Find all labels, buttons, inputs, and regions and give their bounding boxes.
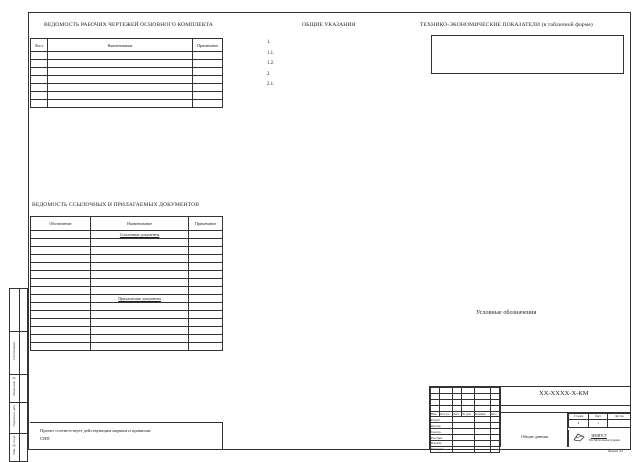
table-row	[31, 255, 223, 263]
side-strip	[9, 288, 28, 455]
table-row	[31, 311, 223, 319]
title-block	[429, 386, 631, 450]
stamp-format: Формат А3	[608, 449, 624, 453]
stamp-col-sheet: Лист	[452, 411, 461, 417]
table-row	[31, 279, 223, 287]
sheet-list-title: ВЕДОМОСТЬ РАБОЧИХ ЧЕРТЕЖЕЙ ОСНОВНОГО КОМПЛЕКТА	[44, 22, 214, 28]
table-row	[31, 231, 223, 239]
stamp-col-qty: Кол.уч.	[440, 411, 453, 417]
legend-title: Условные обозначения	[476, 310, 537, 316]
stamp-col-rev: Изм.	[431, 411, 440, 417]
stamp-stage-value: Р	[569, 419, 589, 427]
stamp-role: Т.контр.	[431, 429, 453, 435]
table-row	[31, 100, 223, 108]
ref-docs-table	[30, 216, 223, 351]
table-row	[31, 335, 223, 343]
stamp-org-sub: Все Металлоконструкции	[589, 439, 620, 442]
table-row	[31, 263, 223, 271]
stamp-org-box	[568, 430, 631, 447]
stamp-role: Разраб.	[431, 417, 453, 423]
stamp-sheet-value: 1	[588, 419, 608, 427]
note-item: 1.	[267, 40, 271, 45]
stamp-sheets-head: Листов	[608, 414, 631, 420]
stamp-stage-head: Стадия	[569, 414, 589, 420]
tech-econ-box	[431, 35, 624, 74]
table-row	[31, 68, 223, 76]
table-row	[31, 76, 223, 84]
ref-docs-title: ВЕДОМОСТЬ ССЫЛОЧНЫХ И ПРИЛАГАЕМЫХ ДОКУМЕНТОВ	[32, 202, 200, 208]
general-notes-title: ОБЩИЕ УКАЗАНИЯ	[302, 22, 356, 28]
ref-docs-header-name: Наименование	[90, 217, 189, 231]
compliance-box	[30, 422, 223, 449]
table-row	[31, 303, 223, 311]
table-row	[31, 327, 223, 335]
sheet-list-header-name: Наименование	[47, 39, 192, 52]
stamp-col-sign: Подпись	[474, 411, 490, 417]
stamp-sheet-head: Лист	[588, 414, 608, 420]
side-label-signature-date: Подпись и дата	[12, 404, 17, 427]
stamp-role: Рук.бриг.	[431, 435, 453, 441]
table-row	[31, 319, 223, 327]
table-row	[31, 92, 223, 100]
stamp-org-name: ЗЕНИТСТ	[591, 434, 607, 438]
stamp-role: Н.контр.	[431, 441, 453, 447]
table-row	[31, 247, 223, 255]
ref-docs-header-designation: Обозначение	[31, 217, 91, 231]
section-attached: Прилагаемые документы	[90, 295, 189, 303]
stamp-role: Утвердил	[431, 446, 453, 452]
general-notes-list	[267, 40, 274, 93]
table-row	[31, 84, 223, 92]
note-item: 2.	[267, 71, 271, 77]
sheet-list-table	[30, 38, 223, 108]
side-label-agreed: Согласовано	[12, 341, 17, 360]
sheet-list-header-note: Примечание	[193, 39, 223, 52]
stamp-code: ХХ-ХХХХ-Х-КМ	[539, 390, 589, 397]
stamp-role: Провер.	[431, 423, 453, 429]
table-row	[31, 295, 223, 303]
table-row	[31, 60, 223, 68]
sheet-list-header-sheet: Лист	[31, 39, 48, 52]
stamp-code-box	[500, 387, 631, 406]
ref-docs-header-note: Примечание	[189, 217, 223, 231]
note-item: 1.1.	[267, 50, 275, 56]
table-row	[31, 271, 223, 279]
stamp-col-date: Дата	[490, 411, 499, 417]
side-label-replaced-inv: Взам. инв. №	[12, 376, 17, 396]
note-item: 2.1.	[267, 82, 275, 88]
table-row	[31, 343, 223, 351]
table-row	[31, 52, 223, 60]
compliance-line-1: Проект соответствует действующим нормам и правилам	[40, 428, 151, 433]
section-referenced: Ссылочные документы	[90, 231, 189, 239]
stamp-col-doc: № док.	[462, 411, 475, 417]
table-row	[31, 287, 223, 295]
compliance-line-2: СНП	[40, 436, 50, 441]
stamp-sheet-title: Общие данные	[521, 434, 549, 439]
side-label-original-inv: Инв. № подл.	[12, 435, 17, 455]
tech-econ-title: ТЕХНИКО-ЭКОНОМИЧЕСКИЕ ПОКАЗАТЕЛИ (в табличной форме)	[420, 22, 593, 28]
table-row	[31, 239, 223, 247]
note-item: 1.2.	[267, 61, 275, 67]
org-logo-icon	[572, 432, 586, 443]
